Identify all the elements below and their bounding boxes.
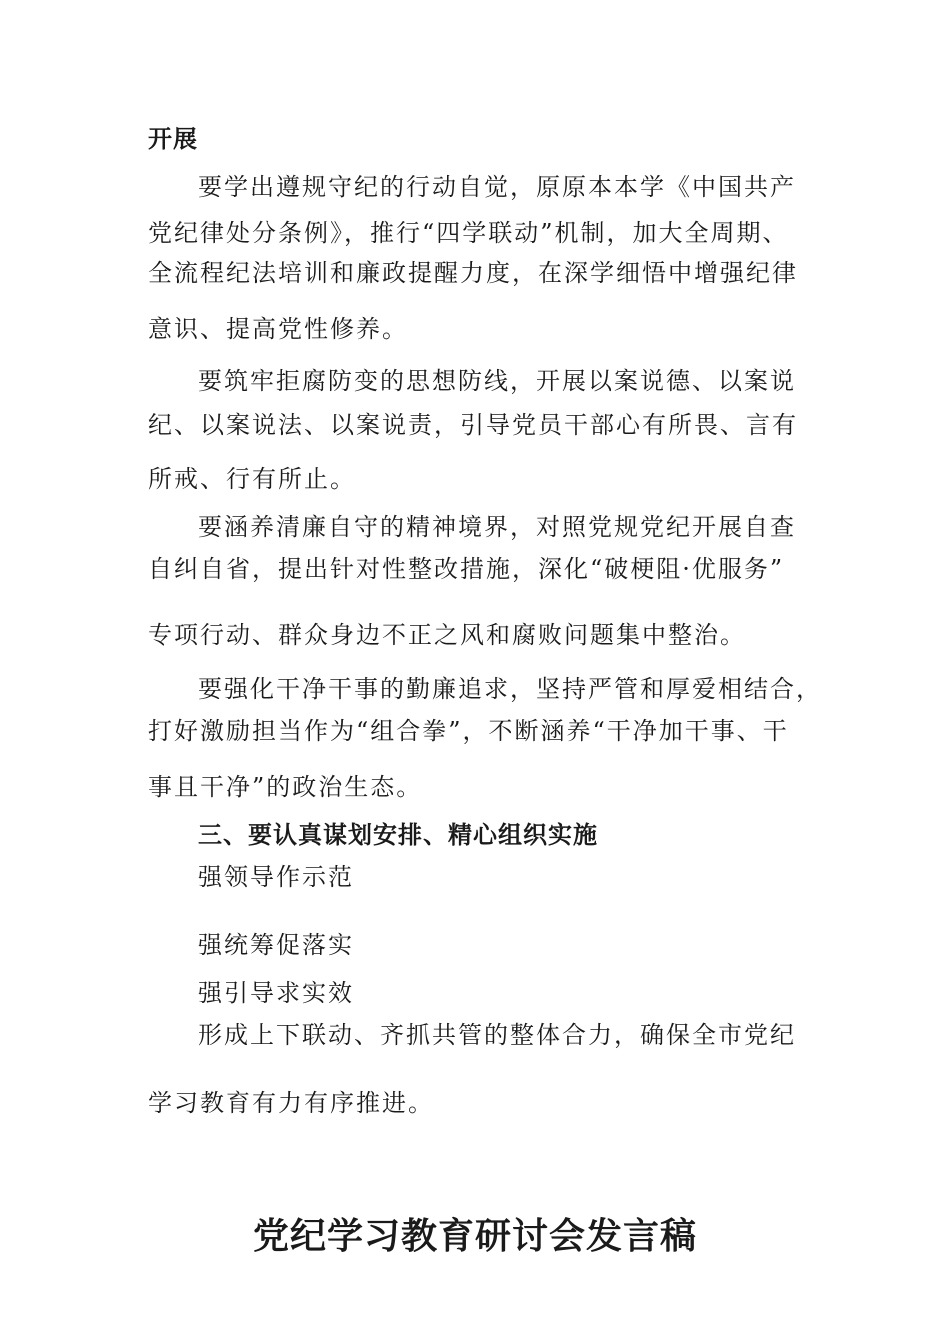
document-title: 党纪学习教育研讨会发言稿 <box>252 1215 697 1257</box>
text-line: 党纪律处分条例》，推行“四学联动”机制，加大全周期、 <box>148 219 789 247</box>
text-line: 要强化干净干事的勤廉追求，坚持严管和厚爱相结合， <box>198 675 822 703</box>
text-line: 学习教育有力有序推进。 <box>148 1089 434 1117</box>
text-line: 意识、提高党性修养。 <box>148 315 408 343</box>
section-heading: 三、要认真谋划安排、精心组织实施 <box>198 821 598 849</box>
text-line: 要筑牢拒腐防变的思想防线，开展以案说德、以案说 <box>198 367 796 395</box>
text-line: 开展 <box>148 125 198 153</box>
text-line: 要涵养清廉自守的精神境界，对照党规党纪开展自查 <box>198 513 796 541</box>
text-line: 纪、以案说法、以案说责，引导党员干部心有所畏、言有 <box>148 411 798 439</box>
text-line: 强领导作示范 <box>198 863 354 891</box>
text-line: 所戒、行有所止。 <box>148 465 356 493</box>
text-line: 强引导求实效 <box>198 979 354 1007</box>
text-line: 专项行动、群众身边不正之风和腐败问题集中整治。 <box>148 621 746 649</box>
text-line: 全流程纪法培训和廉政提醒力度，在深学细悟中增强纪律 <box>148 259 798 287</box>
text-line: 事且干净”的政治生态。 <box>148 773 423 801</box>
text-line: 自纠自省，提出针对性整改措施，深化“破梗阻·优服务” <box>148 555 785 583</box>
text-line: 形成上下联动、齐抓共管的整体合力，确保全市党纪 <box>198 1021 796 1049</box>
text-line: 强统筹促落实 <box>198 931 354 959</box>
text-line: 打好激励担当作为“组合拳”，不断涵养“干净加干事、干 <box>148 717 789 745</box>
text-line: 要学出遵规守纪的行动自觉，原原本本学《中国共产 <box>198 173 796 201</box>
